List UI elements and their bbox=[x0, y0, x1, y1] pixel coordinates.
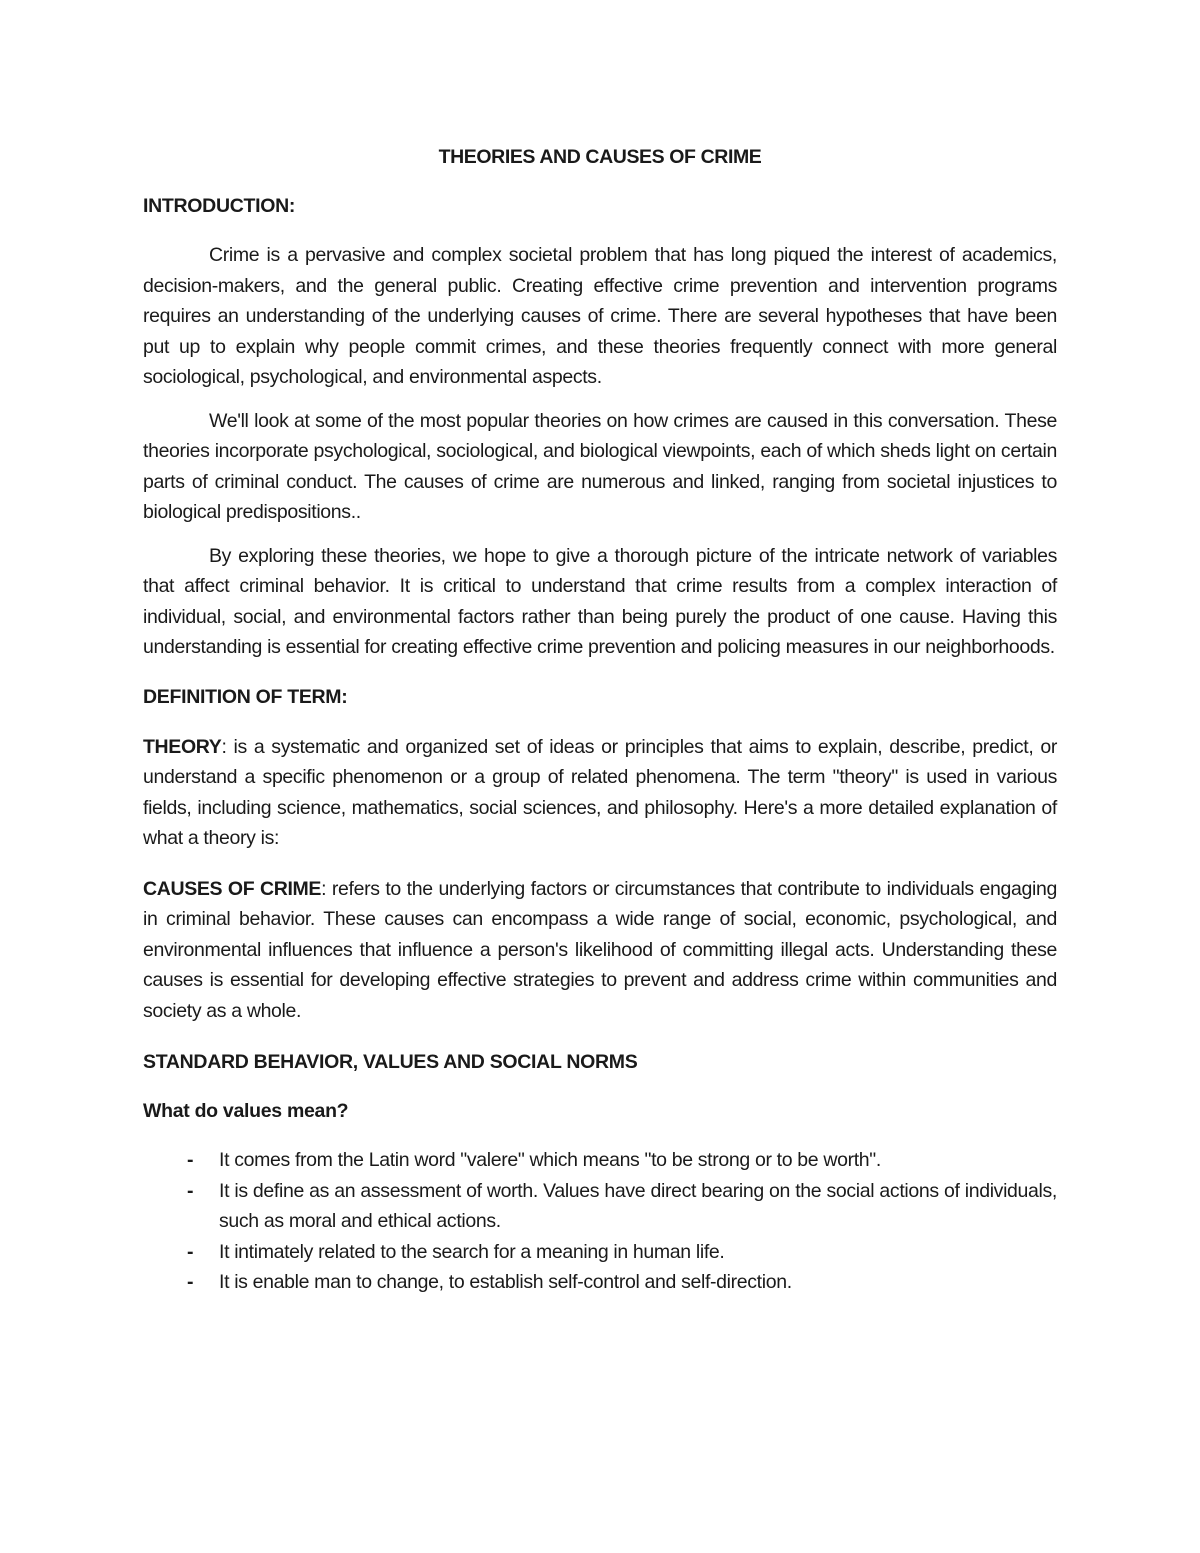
list-item-text: It intimately related to the search for a meaning in human life. bbox=[219, 1240, 725, 1263]
list-item bbox=[143, 1237, 1057, 1268]
document-body bbox=[143, 142, 1057, 1298]
list-item-text: It comes from the Latin word "valere" which means "to be strong or to be worth". bbox=[219, 1149, 881, 1171]
definition-text-theory: : is a systematic and organized set of ideas or principles that aims to explain, describe, predict, or understand a specific phenomenon or a group of related phenomena. The term "theory" is used in various fields, including science, mathematics, social sciences, and philosophy. Here's a more detailed explanation of what a theory is: bbox=[143, 735, 1057, 849]
intro-paragraph-3: By exploring these theories, we hope to give a thorough picture of the intricate network of variables that affect criminal behavior. It is critical to understand that crime results from a complex interaction of individual, social, and environmental factors rather than being purely the product of one cause. Having this understanding is essential for creating effective crime prevention and policing measures in our neighborhoods. bbox=[143, 544, 1057, 658]
values-bullet-list bbox=[143, 1145, 1057, 1298]
bullet-dash: - bbox=[187, 1271, 194, 1293]
definition-term-theory: THEORY bbox=[143, 735, 222, 758]
bullet-dash: - bbox=[187, 1240, 194, 1263]
intro-paragraph-2: We'll look at some of the most popular theories on how crimes are caused in this conversation. These theories incorporate psychological, sociological, and biological viewpoints, each of which sheds light on certain parts of criminal conduct. The causes of crime are numerous and linked, ranging from societal injustices to biological predispositions.. bbox=[143, 409, 1057, 523]
document-title: THEORIES AND CAUSES OF CRIME bbox=[438, 146, 762, 168]
definition-term-causes-of-crime: CAUSES OF CRIME bbox=[143, 877, 322, 900]
intro-paragraph-1: Crime is a pervasive and complex societal problem that has long piqued the interest of academics, decision-makers, and the general public. Creating effective crime prevention and intervention programs requires an understanding of the underlying causes of crime. There are several hypotheses that have been put up to explain why people commit crimes, and these theories frequently connect with more general sociological, psychological, and environmental aspects. bbox=[143, 244, 1057, 388]
list-item-text: It is enable man to change, to establish self-control and self-direction. bbox=[219, 1271, 792, 1293]
list-item-text: It is define as an assessment of worth. Values have direct bearing on the social actions of individuals, such as moral and ethical actions. bbox=[219, 1179, 1057, 1232]
definition-heading: DEFINITION OF TERM: bbox=[143, 685, 348, 708]
definition-theory bbox=[143, 732, 1057, 854]
introduction-heading: INTRODUCTION: bbox=[143, 195, 296, 217]
bullet-dash: - bbox=[187, 1179, 194, 1202]
list-item bbox=[143, 1145, 1057, 1176]
bullet-dash: - bbox=[187, 1149, 194, 1171]
list-item bbox=[143, 1267, 1057, 1298]
standards-heading: STANDARD BEHAVIOR, VALUES AND SOCIAL NORMS bbox=[143, 1051, 638, 1073]
list-item bbox=[143, 1176, 1057, 1237]
definition-causes-of-crime bbox=[143, 874, 1057, 1027]
definition-text-causes-of-crime: : refers to the underlying factors or circumstances that contribute to individuals engaging in criminal behavior. These causes can encompass a wide range of social, economic, psychological, and environmental influences that influence a person's likelihood of committing illegal acts. Understanding these causes is essential for developing effective strategies to prevent and address crime within communities and society as a whole. bbox=[143, 877, 1057, 1022]
values-subheading: What do values mean? bbox=[143, 1100, 349, 1122]
